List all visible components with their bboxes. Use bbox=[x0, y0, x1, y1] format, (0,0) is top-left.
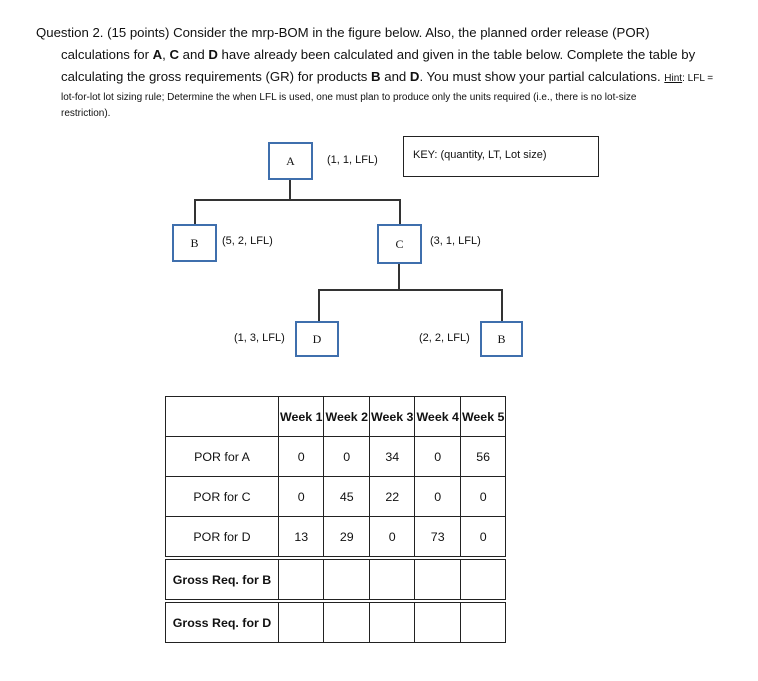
por-table bbox=[165, 396, 506, 643]
connector bbox=[194, 199, 400, 201]
row-label: Gross Req. for D bbox=[166, 601, 279, 643]
row-label: POR for D bbox=[166, 517, 279, 559]
table-cell: 34 bbox=[369, 437, 414, 477]
answer-cell[interactable] bbox=[279, 558, 324, 601]
connector bbox=[194, 199, 196, 225]
bom-node-d: D bbox=[295, 321, 339, 357]
table-cell: 0 bbox=[279, 437, 324, 477]
table-cell: 29 bbox=[324, 517, 369, 559]
table-cell: 22 bbox=[369, 477, 414, 517]
bom-node-b2: B bbox=[480, 321, 523, 357]
connector bbox=[318, 289, 320, 322]
bom-label-a: (1, 1, LFL) bbox=[327, 154, 378, 166]
table-cell: 0 bbox=[415, 437, 460, 477]
answer-cell[interactable] bbox=[324, 558, 369, 601]
answer-cell[interactable] bbox=[324, 601, 369, 643]
bom-label-c: (3, 1, LFL) bbox=[430, 235, 481, 247]
question-line-2: calculations for A, C and D have already been calculated and given in the table below. Complete the table by bbox=[61, 47, 696, 62]
table-row-answer bbox=[166, 558, 506, 601]
bom-label-b2: (2, 2, LFL) bbox=[419, 332, 470, 344]
connector bbox=[398, 263, 400, 290]
answer-cell[interactable] bbox=[369, 601, 414, 643]
table-cell: 73 bbox=[415, 517, 460, 559]
answer-cell[interactable] bbox=[415, 601, 460, 643]
question-line-4: lot-for-lot lot sizing rule; Determine the when LFL is used, one must plan to produce only the units required (i.e., there is no lot-size bbox=[61, 92, 637, 103]
answer-cell[interactable] bbox=[460, 601, 505, 643]
bom-key: KEY: (quantity, LT, Lot size) bbox=[403, 136, 599, 177]
row-label: POR for A bbox=[166, 437, 279, 477]
answer-cell[interactable] bbox=[415, 558, 460, 601]
bom-node-b: B bbox=[172, 224, 217, 262]
answer-cell[interactable] bbox=[460, 558, 505, 601]
connector bbox=[501, 289, 503, 322]
week-header: Week 4 bbox=[415, 397, 460, 437]
bom-label-d: (1, 3, LFL) bbox=[234, 332, 285, 344]
bom-node-a: A bbox=[268, 142, 313, 180]
table-row bbox=[166, 517, 506, 559]
connector bbox=[289, 180, 291, 200]
bom-node-c: C bbox=[377, 224, 422, 264]
answer-cell[interactable] bbox=[369, 558, 414, 601]
question-line-3: calculating the gross requirements (GR) for products B and D. You must show your partial calculations. Hint: LFL = bbox=[61, 69, 714, 84]
table-cell: 56 bbox=[460, 437, 505, 477]
bom-label-b: (5, 2, LFL) bbox=[222, 235, 273, 247]
table-row-answer bbox=[166, 601, 506, 643]
connector bbox=[399, 199, 401, 225]
week-header: Week 2 bbox=[324, 397, 369, 437]
answer-cell[interactable] bbox=[279, 601, 324, 643]
table-cell: 0 bbox=[415, 477, 460, 517]
table-cell: 13 bbox=[279, 517, 324, 559]
table-row bbox=[166, 437, 506, 477]
table-cell: 0 bbox=[279, 477, 324, 517]
week-header: Week 3 bbox=[369, 397, 414, 437]
question-line-1: Question 2. (15 points) Consider the mrp-BOM in the figure below. Also, the planned order release (POR) bbox=[36, 25, 650, 40]
connector bbox=[318, 289, 502, 291]
question-text bbox=[36, 22, 736, 122]
table-header-row bbox=[166, 397, 506, 437]
table-cell: 45 bbox=[324, 477, 369, 517]
row-label: POR for C bbox=[166, 477, 279, 517]
table-cell: 0 bbox=[460, 477, 505, 517]
table-row bbox=[166, 477, 506, 517]
table-corner-cell bbox=[166, 397, 279, 437]
question-line-5: restriction). bbox=[61, 108, 111, 119]
table-cell: 0 bbox=[324, 437, 369, 477]
table-cell: 0 bbox=[460, 517, 505, 559]
table-cell: 0 bbox=[369, 517, 414, 559]
week-header: Week 5 bbox=[460, 397, 505, 437]
row-label: Gross Req. for B bbox=[166, 558, 279, 601]
week-header: Week 1 bbox=[279, 397, 324, 437]
